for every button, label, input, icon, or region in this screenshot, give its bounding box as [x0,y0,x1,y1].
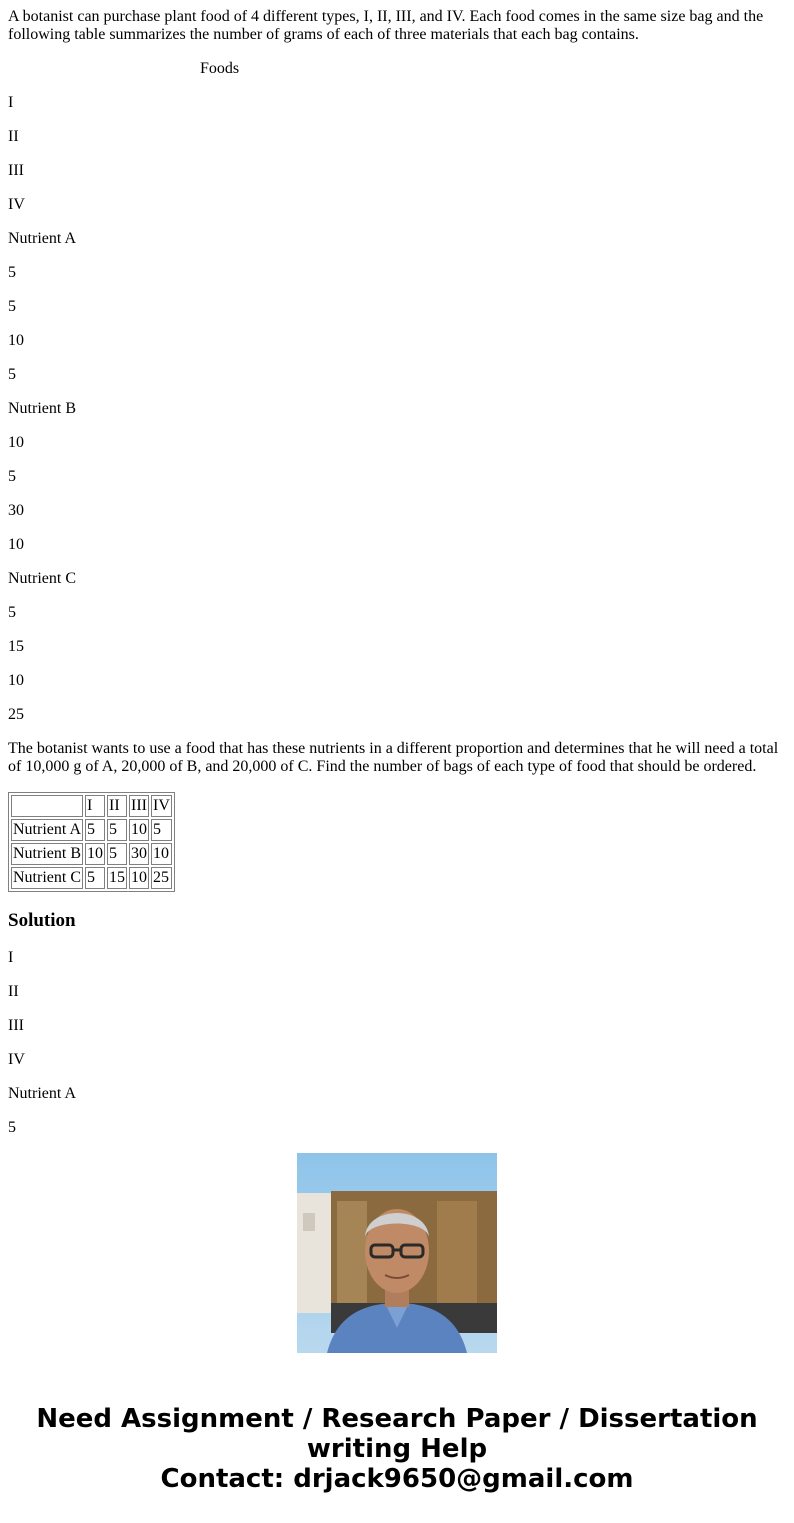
table-cell: 5 [107,843,127,865]
avatar-portrait [297,1153,497,1353]
nutrient-table [8,792,175,892]
solution-line: Nutrient A [8,1085,76,1102]
solution-heading: Solution [8,910,76,931]
cell-value: 25 [8,706,24,723]
table-row [11,819,172,841]
table-header-cell: III [129,795,149,817]
table-row [11,843,172,865]
cell-value: 10 [8,672,24,689]
table-row-label: Nutrient B [11,843,83,865]
foods-heading: Foods [200,60,240,77]
table-row-label: Nutrient A [11,819,83,841]
row-label: Nutrient B [8,400,76,417]
cell-value: 5 [8,366,16,383]
cta-line-2: writing Help [306,1434,488,1464]
column-label: III [8,162,24,179]
table-header-cell: II [107,795,127,817]
table-cell: 15 [107,867,127,889]
table-cell: 5 [85,819,105,841]
cta-line-1: Need Assignment / Research Paper / Dissertation [36,1404,758,1434]
cell-value: 30 [8,502,24,519]
contact-banner [0,1404,794,1494]
cell-value: 10 [8,536,24,553]
row-label: Nutrient A [8,230,76,247]
solution-line: III [8,1017,24,1034]
column-label: IV [8,196,25,213]
cell-value: 10 [8,434,24,451]
table-row [11,867,172,889]
table-cell: 5 [151,819,172,841]
cell-value: 15 [8,638,24,655]
cell-value: 5 [8,468,16,485]
problem-requirement: The botanist wants to use a food that has these nutrients in a different proportion and determines that he will need a total of 10,000 g of A, 20,000 of B, and 20,000 of C. Find the number of bags of each type of food that should be ordered. [8,740,779,775]
solution-line: II [8,983,19,1000]
document-content [8,8,786,1136]
solution-line: IV [8,1051,25,1068]
solution-line: I [8,949,14,966]
cell-value: 5 [8,604,16,621]
table-corner-cell [11,795,83,817]
table-cell: 5 [85,867,105,889]
table-row-label: Nutrient C [11,867,83,889]
cell-value: 5 [8,264,16,281]
table-header-row [11,795,172,817]
table-header-cell: IV [151,795,172,817]
cell-value: 5 [8,298,16,315]
table-cell: 25 [151,867,172,889]
table-cell: 10 [85,843,105,865]
table-cell: 30 [129,843,149,865]
table-header-cell: I [85,795,105,817]
table-cell: 5 [107,819,127,841]
problem-intro: A botanist can purchase plant food of 4 different types, I, II, III, and IV. Each food comes in the same size bag and the following table summarizes the number of grams of each of three materials that each bag contains. [8,8,764,43]
table-cell: 10 [129,819,149,841]
column-label: II [8,128,19,145]
flattened-table-text [8,94,786,724]
row-label: Nutrient C [8,570,76,587]
avatar [297,1153,497,1353]
cell-value: 10 [8,332,24,349]
cta-contact-line: Contact: drjack9650@gmail.com [160,1464,634,1494]
solution-line: 5 [8,1119,16,1136]
table-cell: 10 [129,867,149,889]
table-cell: 10 [151,843,172,865]
column-label: I [8,94,14,111]
